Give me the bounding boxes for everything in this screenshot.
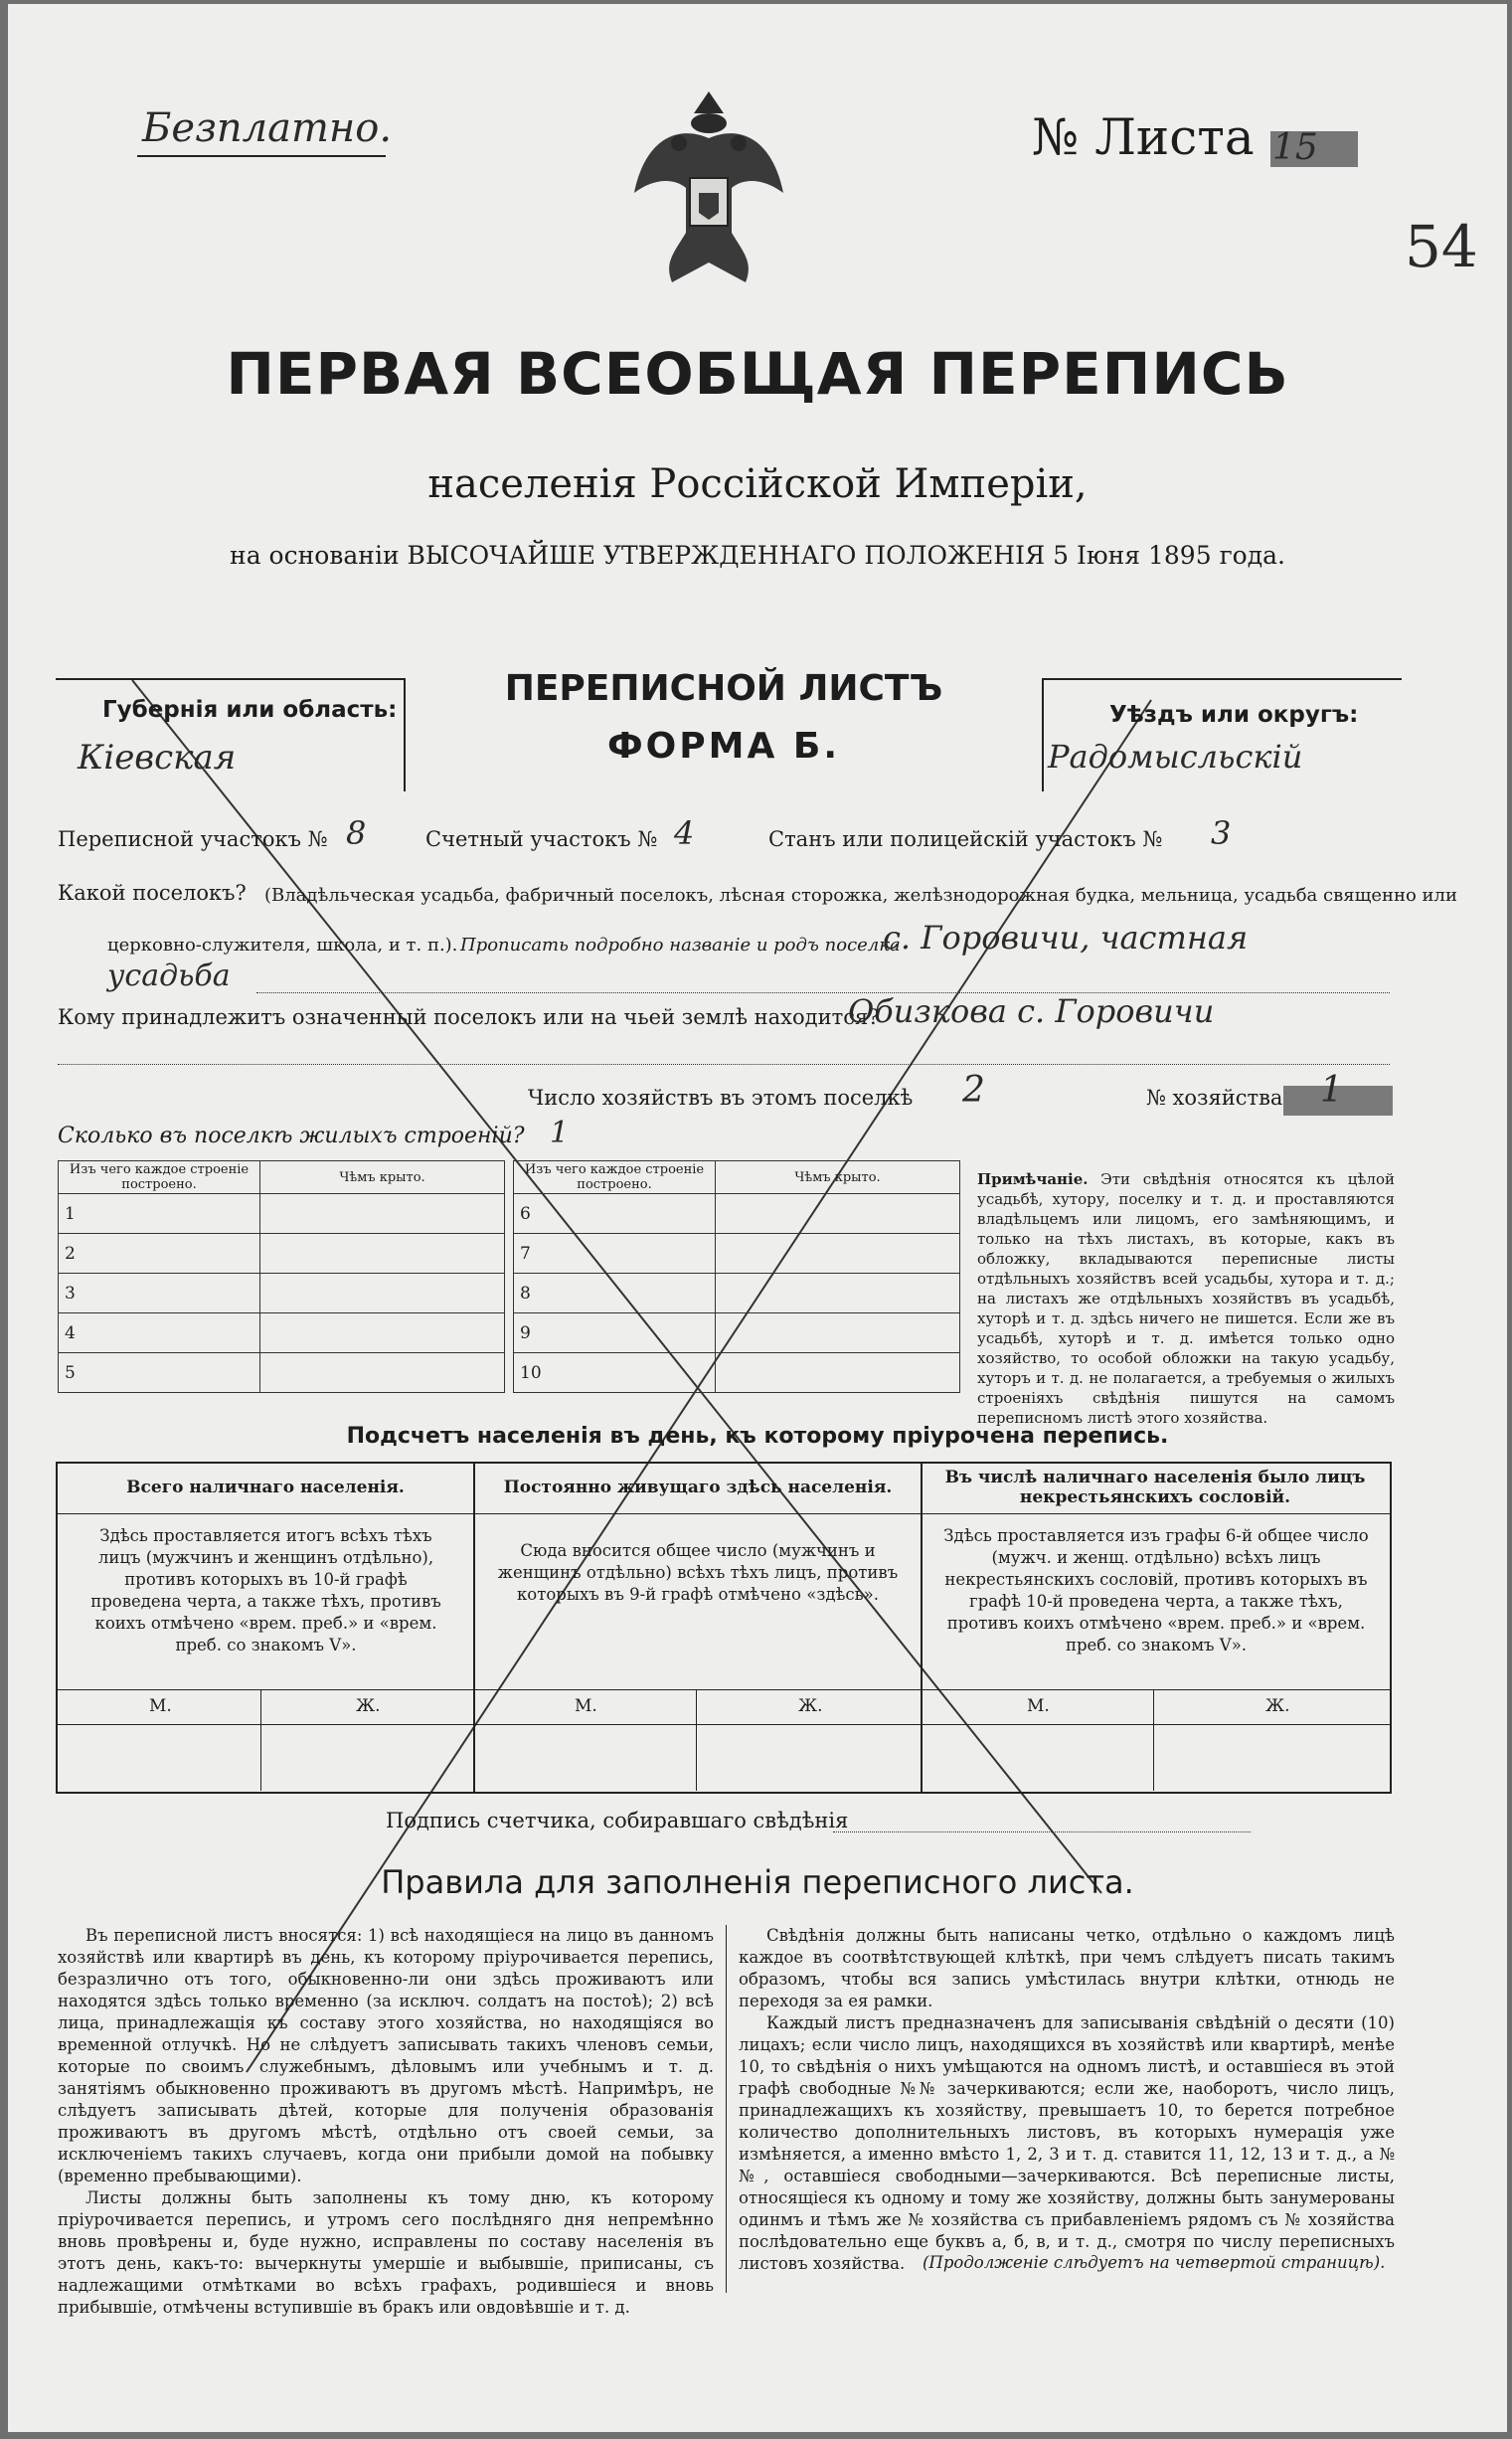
buildings-row[interactable]: 3 (59, 1274, 260, 1313)
col1-female-label: Ж. (356, 1696, 381, 1716)
settlement-hint-2: церковно-служителя, школа, и т. п.). (107, 935, 458, 956)
note-block (977, 1169, 1395, 1428)
census-sheet (8, 4, 1507, 2432)
col2-female-label: Ж. (798, 1696, 823, 1716)
population-row-rule (58, 1689, 1390, 1690)
note-title: Примѣчаніе. (977, 1170, 1089, 1188)
settlement-hint: (Владѣльческая усадьба, фабричный поселокъ, лѣсная сторожка, желѣзнодорожная будка, мельница, усадьба священно или (264, 885, 1457, 906)
buildings-row[interactable]: 10 (514, 1353, 716, 1393)
rules-continued: (Продолженіе слѣдуетъ на четвертой страницѣ). (923, 2253, 1386, 2272)
rules-left-p1: Въ переписной листъ вносятся: 1) всѣ находящіеся на лицо въ данномъ хозяйствѣ или квартирѣ въ день, къ которому пріурочивается перепись, безразлично отъ того, обыкновенно-ли они здѣсь проживаютъ или находятся здѣсь только временно (за исключ. солдатъ на постоѣ); 2) всѣ лица, принадлежащія къ составу этого хозяйства, но находящіяся во временной отлучкѣ. Но не слѣдуетъ записывать такихъ членовъ семьи, которые по своимъ служебнымъ, дѣловымъ или учебнымъ и т. д. занятіямъ обыкновенно проживаютъ въ другомъ мѣстѣ. Напримѣръ, не слѣдуетъ записывать дѣтей, которые для полученія образованія проживаютъ въ другомъ мѣстѣ, отдѣльно отъ своей семьи, за исключеніемъ такихъ случаевъ, когда они прибыли домой на побывку (временно пребывающими). (58, 1926, 714, 2185)
buildings-roof-cell[interactable] (716, 1234, 960, 1274)
buildings-row[interactable]: 2 (59, 1234, 260, 1274)
buildings-col-roof: Чѣмъ крыто. (260, 1161, 505, 1194)
population-col2-title: Постоянно живущаго здѣсь населенія. (503, 1478, 893, 1497)
camp-label: Станъ или полицейскій участокъ № (768, 827, 1163, 851)
main-title: ПЕРВАЯ ВСЕОБЩАЯ ПЕРЕПИСЬ (226, 340, 1289, 408)
buildings-roof-cell[interactable] (716, 1194, 960, 1234)
rules-right-p1: Свѣдѣнія должны быть написаны четко, отдѣльно о каждомъ лицѣ каждое въ соотвѣтствующей клѣткѣ, при чемъ слѣдуетъ писать такимъ образомъ, чтобы вся запись умѣстилась внутри клѣтки, отнюдь не переходя за ея рамки. (739, 1926, 1395, 2010)
buildings-row[interactable]: 7 (514, 1234, 716, 1274)
census-area-value[interactable]: 8 (346, 814, 367, 852)
free-label: Безплатно. (142, 105, 393, 151)
population-heading: Подсчетъ населенія въ день, къ которому пріурочена перепись. (346, 1424, 1169, 1449)
population-col1-title: Всего наличнаго населенія. (126, 1478, 405, 1497)
form-label: ФОРМА Б. (606, 726, 841, 767)
settlement-label: Какой поселокъ? (58, 881, 247, 905)
population-mf-divider (696, 1689, 697, 1791)
count-area-label: Счетный участокъ № (425, 827, 658, 851)
subtitle: населенія Россійской Имперіи, (427, 461, 1088, 507)
province-label: Губернія или область: (102, 697, 398, 723)
rules-right-p2: Каждый листъ предназначенъ для записыванія свѣдѣній о десяти (10) лицахъ; если число лицъ, находящихся въ хозяйствѣ или квартирѣ, менѣе 10, то свѣдѣнія о нихъ умѣщаются на одномъ листѣ, и оставшіеся въ этой графѣ свободные №№ зачеркиваются; если же, наоборотъ, число лицъ, принадлежащихъ къ хозяйству, превышаетъ 10, то берется потребное количество дополнительныхъ листовъ, въ которыхъ нумерація уже измѣняется, а именно вмѣсто 1, 2, 3 и т. д. ставится 11, 12, 13 и т. д., а №№, оставшіеся свободными—зачеркиваются. Всѣ переписные листы, относящіеся къ одному и тому же хозяйству, должны быть занумерованы одинмъ и тѣмъ же № хозяйства съ прибавленіемъ рядомъ съ № хозяйства послѣдовательно еще буквъ а, б, в, и т. д., смотря по числу переписныхъ листовъ хозяйства. (739, 2013, 1395, 2273)
basis-line: на основаніи ВЫСОЧАЙШЕ УТВЕРЖДЕННАГО ПОЛОЖЕНІЯ 5 Іюня 1895 года. (230, 541, 1285, 570)
buildings-roof-cell[interactable] (716, 1353, 960, 1393)
signature-label: Подпись счетчика, собиравшаго свѣдѣнія (386, 1809, 849, 1832)
sheet-number-label: № Листа (1032, 108, 1255, 166)
rules-left-column (58, 1925, 714, 2319)
owner-value[interactable]: Обизкова с. Горовичи (848, 992, 1215, 1030)
buildings-col-material: Изъ чего каждое строеніе построено. (59, 1161, 260, 1194)
buildings-roof-cell[interactable] (260, 1194, 505, 1234)
buildings-row[interactable]: 6 (514, 1194, 716, 1234)
population-divider (473, 1462, 475, 1792)
buildings-row[interactable]: 5 (59, 1353, 260, 1393)
buildings-label: Сколько въ поселкѣ жилыхъ строеній? (58, 1124, 525, 1148)
count-area-value[interactable]: 4 (674, 814, 695, 852)
population-col1-text: Здѣсь проставляется итогъ всѣхъ тѣхъ лицъ (мужчинъ и женщинъ отдѣльно), противъ которыхъ въ 10-й графѣ проведена черта, а также тѣхъ, противъ коихъ отмѣчено «врем. преб.» и «врем. преб. со знакомъ V». (90, 1526, 441, 1655)
census-area-label: Переписной участокъ № (58, 827, 328, 851)
signature-line[interactable] (833, 1831, 1251, 1832)
owner-label: Кому принадлежитъ означенный поселокъ или на чьей землѣ находится? (58, 1005, 880, 1029)
buildings-col-roof: Чѣмъ крыто. (716, 1161, 960, 1194)
owner-dotted-rule (58, 1064, 1390, 1065)
household-number-value[interactable]: 1 (1320, 1070, 1343, 1111)
district-value[interactable]: Радомысльскій (1048, 738, 1303, 776)
buildings-roof-cell[interactable] (716, 1274, 960, 1313)
population-mf-divider (1153, 1689, 1154, 1791)
district-label: Уѣздъ или округъ: (1109, 702, 1359, 728)
buildings-col-material: Изъ чего каждое строеніе построено. (514, 1161, 716, 1194)
population-mf-rule (58, 1724, 1390, 1725)
settlement-value-2[interactable]: усадьба (107, 958, 231, 993)
imperial-eagle-emblem (624, 84, 793, 297)
col1-male-label: М. (149, 1696, 172, 1716)
col3-female-label: Ж. (1265, 1696, 1290, 1716)
population-header-rule (58, 1513, 1390, 1514)
households-label: Число хозяйствъ въ этомъ поселкѣ (528, 1086, 914, 1110)
buildings-roof-cell[interactable] (260, 1313, 505, 1353)
rules-right-column (739, 1925, 1395, 2275)
sheet-title: ПЕРЕПИСНОЙ ЛИСТЪ (504, 668, 943, 709)
settlement-value[interactable]: с. Горовичи, частная (883, 919, 1249, 957)
population-mf-divider (260, 1689, 261, 1791)
buildings-roof-cell[interactable] (260, 1353, 505, 1393)
buildings-roof-cell[interactable] (716, 1313, 960, 1353)
col3-male-label: М. (1027, 1696, 1050, 1716)
settlement-dotted-rule (256, 992, 1390, 993)
buildings-table-left (58, 1160, 505, 1393)
page-stamp-number: 54 (1405, 213, 1478, 280)
col2-male-label: М. (575, 1696, 597, 1716)
camp-value[interactable]: 3 (1211, 814, 1232, 852)
buildings-row[interactable]: 9 (514, 1313, 716, 1353)
buildings-row[interactable]: 4 (59, 1313, 260, 1353)
buildings-value[interactable]: 1 (550, 1116, 570, 1150)
population-col3-title: Въ числѣ наличнаго населенія было лицъ некрестьянскихъ сословій. (944, 1468, 1366, 1507)
free-underline (137, 155, 386, 157)
population-col3-text: Здѣсь проставляется изъ графы 6-й общее число (мужч. и женщ. отдѣльно) всѣхъ лицъ некрестьянскихъ сословій, противъ которыхъ въ графѣ 10-й проведена черта, а также тѣхъ, противъ коихъ отмѣчено «врем. преб.» и «врем. преб. со знакомъ V». (943, 1526, 1369, 1655)
population-divider (921, 1462, 923, 1792)
population-col2-text: Сюда вносится общее число (мужчинъ и женщинъ отдѣльно) всѣхъ тѣхъ лицъ, противъ которыхъ въ 9-й графѣ отмѣчено «здѣсь». (497, 1541, 899, 1604)
buildings-row[interactable]: 8 (514, 1274, 716, 1313)
rules-title: Правила для заполненія переписного листа. (381, 1863, 1134, 1901)
note-text: Эти свѣдѣнія относятся къ цѣлой усадьбѣ, хутору, поселку и т. д. и проставляются владѣльцемъ или лицомъ, его замѣняющимъ, и только на тѣхъ листахъ, въ которые, какъ въ обложку, вкладываются переписные листы отдѣльныхъ хозяйствъ всей усадьбы, хутора и т. д.; на листахъ же отдѣльныхъ хозяйствъ въ усадьбѣ, хуторѣ и т. д. здѣсь ничего не пишется. Если же въ усадьбѣ, хуторѣ и т. д. имѣется только одно хозяйство, то особой обложки на такую усадьбу, хуторъ и т. д. не полагается, а требуемыя о жилыхъ строеніяхъ свѣдѣнія пишутся на самомъ переписномъ листѣ этого хозяйства. (977, 1170, 1395, 1427)
households-value[interactable]: 2 (962, 1070, 985, 1111)
buildings-roof-cell[interactable] (260, 1234, 505, 1274)
province-value[interactable]: Кіевская (78, 738, 237, 778)
rules-column-divider (726, 1925, 727, 2293)
buildings-row[interactable]: 1 (59, 1194, 260, 1234)
sheet-number-value: 15 (1272, 127, 1318, 168)
household-number-label: № хозяйства (1146, 1086, 1283, 1110)
rules-left-p2: Листы должны быть заполнены къ тому дню, къ которому пріурочивается перепись, и утромъ сего послѣдняго дня непремѣнно вновь провѣрены и, буде нужно, исправлены по составу населенія въ этотъ день, какъ-то: вычеркнуты умершіе и выбывшіе, приписаны, съ надлежащими отмѣтками во всѣхъ графахъ, родившіеся и вновь прибывшіе, отмѣчены вступившіе въ бракъ или овдовѣвшіе и т. д. (58, 2188, 714, 2317)
buildings-roof-cell[interactable] (260, 1274, 505, 1313)
buildings-table-right (513, 1160, 960, 1393)
settlement-instruction: Прописать подробно названіе и родъ поселка (460, 935, 901, 956)
